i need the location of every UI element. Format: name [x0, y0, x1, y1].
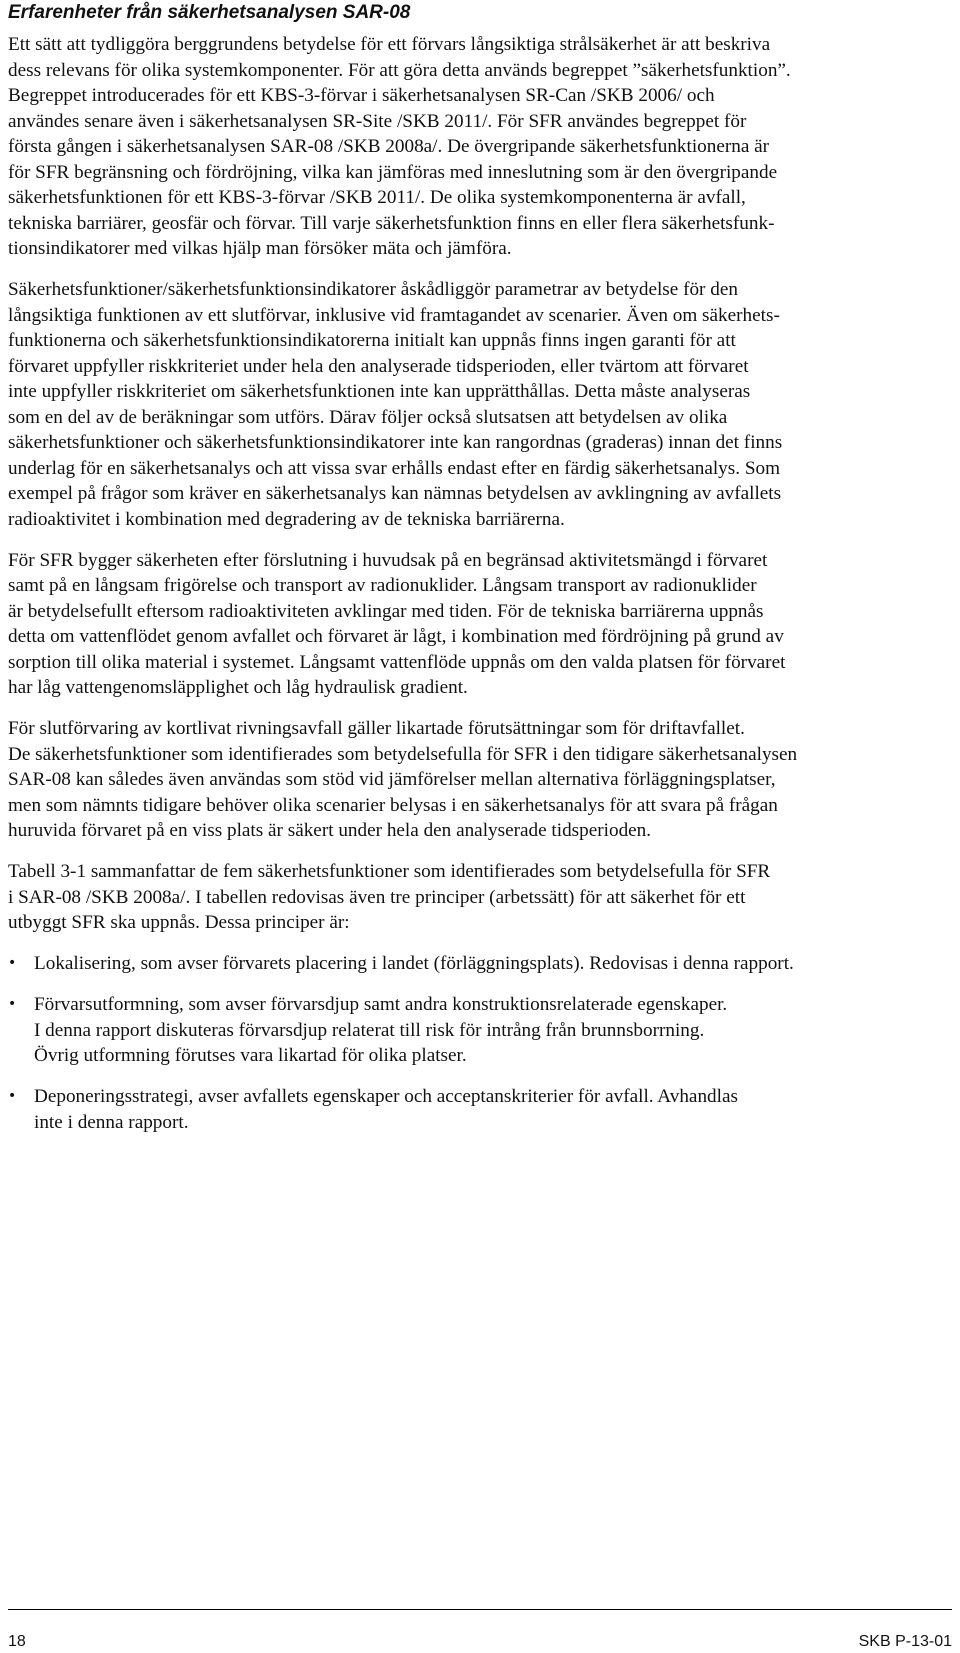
text-line: för SFR begränsning och fördröjning, vilka kan jämföras med inneslutning som är den övergripande [8, 161, 778, 183]
text-line: utbyggt SFR ska uppnås. Dessa principer är: [8, 912, 350, 933]
text-line: radioaktivitet i kombination med degradering av de tekniska barriärerna. [8, 508, 565, 530]
text-line: dess relevans för olika systemkomponenter. För att göra detta används begreppet ”säkerhetsfunktion”. [8, 59, 791, 81]
principles-list [8, 951, 952, 1135]
footer-divider [8, 1609, 952, 1610]
text-line: tionsindikatorer med vilkas hjälp man försöker mäta och jämföra. [8, 238, 512, 259]
text-line: Begreppet introducerades för ett KBS-3-förvar i säkerhetsanalysen SR-Can /SKB 2006/ och [8, 85, 715, 106]
text-line: inte uppfyller riskkriteriet om säkerhetsfunktionen inte kan upprätthållas. Detta måste analyseras [8, 381, 751, 402]
bullet-icon: • [8, 955, 17, 971]
text-line: De säkerhetsfunktioner som identifierades som betydelsefulla för SFR i den tidigare säkerhetsanalysen [8, 743, 798, 765]
bullet-icon: • [8, 1088, 17, 1104]
text-line: För SFR bygger säkerheten efter förslutning i huvudsak på en begränsad aktivitetsmängd i förvaret [8, 549, 768, 571]
text-line: långsiktiga funktionen av ett slutförvar, inklusive vid framtagandet av scenarier. Även om säkerhets- [8, 304, 780, 326]
text-line: detta om vattenflödet genom avfallet och förvaret är lågt, i kombination med fördröjning på grund av [8, 626, 784, 647]
paragraph [8, 716, 952, 844]
paragraph [8, 859, 952, 936]
text-line: säkerhetsfunktioner och säkerhetsfunktionsindikatorer inte kan rangordnas (graderas) innan det finns [8, 432, 783, 453]
text-line: förvaret uppfyller riskkriteriet under hela den analyserade tidsperioden, eller tvärtom att förvaret [8, 355, 749, 377]
text-line: som en del av de beräkningar som utförs. Därav följer också slutsatsen att betydelsen av olika [8, 406, 728, 428]
text-line: inte i denna rapport. [34, 1111, 189, 1133]
text-line: Tabell 3-1 sammanfattar de fem säkerhetsfunktioner som identifierades som betydelsefulla för SFR [8, 861, 771, 882]
text-line: Lokalisering, som avser förvarets placering i landet (förläggningsplats). Redovisas i denna rapport. [34, 953, 794, 974]
list-item [8, 992, 952, 1069]
text-line: För slutförvaring av kortlivat rivningsavfall gäller likartade förutsättningar som för driftavfallet. [8, 718, 745, 739]
text-line: har låg vattengenomsläpplighet och låg hydraulisk gradient. [8, 677, 468, 698]
section-heading: Erfarenheter från säkerhetsanalysen SAR-08 [8, 2, 411, 23]
text-line: tekniska barriärer, geosfär och förvar. Till varje säkerhetsfunktion finns en eller flera säkerhetsfunk- [8, 212, 775, 234]
text-line: exempel på frågor som kräver en säkerhetsanalys kan nämnas betydelsen av avklingning av avfallets [8, 483, 782, 504]
text-line: i SAR-08 /SKB 2008a/. I tabellen redovisas även tre principer (arbetssätt) för att säkerhet för ett [8, 886, 746, 908]
text-line: funktionerna och säkerhetsfunktionsindikatorerna initialt kan uppnås finns ingen garanti för att [8, 330, 736, 351]
body-text [8, 32, 952, 1151]
paragraph [8, 32, 952, 262]
text-line: SAR-08 kan således även användas som stöd vid jämförelser mellan alternativa förläggningsplatser, [8, 769, 776, 790]
document-id: SKB P-13-01 [858, 1633, 952, 1650]
text-line: Övrig utformning förutses vara likartad för olika platser. [34, 1045, 467, 1066]
paragraph [8, 277, 952, 532]
text-line: underlag för en säkerhetsanalys och att vissa svar erhålls endast efter en färdig säkerhetsanalys. Som [8, 457, 781, 479]
text-line: Ett sätt att tydliggöra berggrundens betydelse för ett förvars långsiktiga strålsäkerhet är att beskriva [8, 34, 771, 55]
text-line: Deponeringsstrategi, avser avfallets egenskaper och acceptanskriterier för avfall. Avhandlas [34, 1086, 738, 1107]
bullet-icon: • [8, 996, 17, 1012]
page-number: 18 [8, 1633, 26, 1650]
text-line: användes senare även i säkerhetsanalysen SR-Site /SKB 2011/. För SFR användes begreppet för [8, 110, 747, 132]
text-line: är betydelsefullt eftersom radioaktiviteten avklingar med tiden. För de tekniska barriärerna uppnås [8, 600, 764, 622]
text-line: sorption till olika material i systemet. Långsamt vattenflöde uppnås om den valda platsen för förvaret [8, 651, 786, 673]
text-line: samt på en långsam frigörelse och transport av radionuklider. Långsam transport av radionuklider [8, 575, 757, 596]
text-line: Förvarsutformning, som avser förvarsdjup samt andra konstruktionsrelaterade egenskaper. [34, 994, 728, 1015]
paragraph [8, 548, 952, 701]
text-line: Säkerhetsfunktioner/säkerhetsfunktionsindikatorer åskådliggör parametrar av betydelse för den [8, 279, 738, 300]
text-line: I denna rapport diskuteras förvarsdjup relaterat till risk för intrång från brunnsborrning. [34, 1019, 705, 1041]
list-item [8, 1084, 952, 1135]
text-line: men som nämnts tidigare behöver olika scenarier belysas i en säkerhetsanalys för att svara på frågan [8, 794, 778, 816]
text-line: huruvida förvaret på en viss plats är säkert under hela den analyserade tidsperioden. [8, 820, 652, 841]
list-item [8, 951, 952, 977]
text-line: säkerhetsfunktionen för ett KBS-3-förvar /SKB 2011/. De olika systemkomponenterna är avfall, [8, 187, 746, 208]
text-line: första gången i säkerhetsanalysen SAR-08 /SKB 2008a/. De övergripande säkerhetsfunktionerna är [8, 136, 770, 157]
